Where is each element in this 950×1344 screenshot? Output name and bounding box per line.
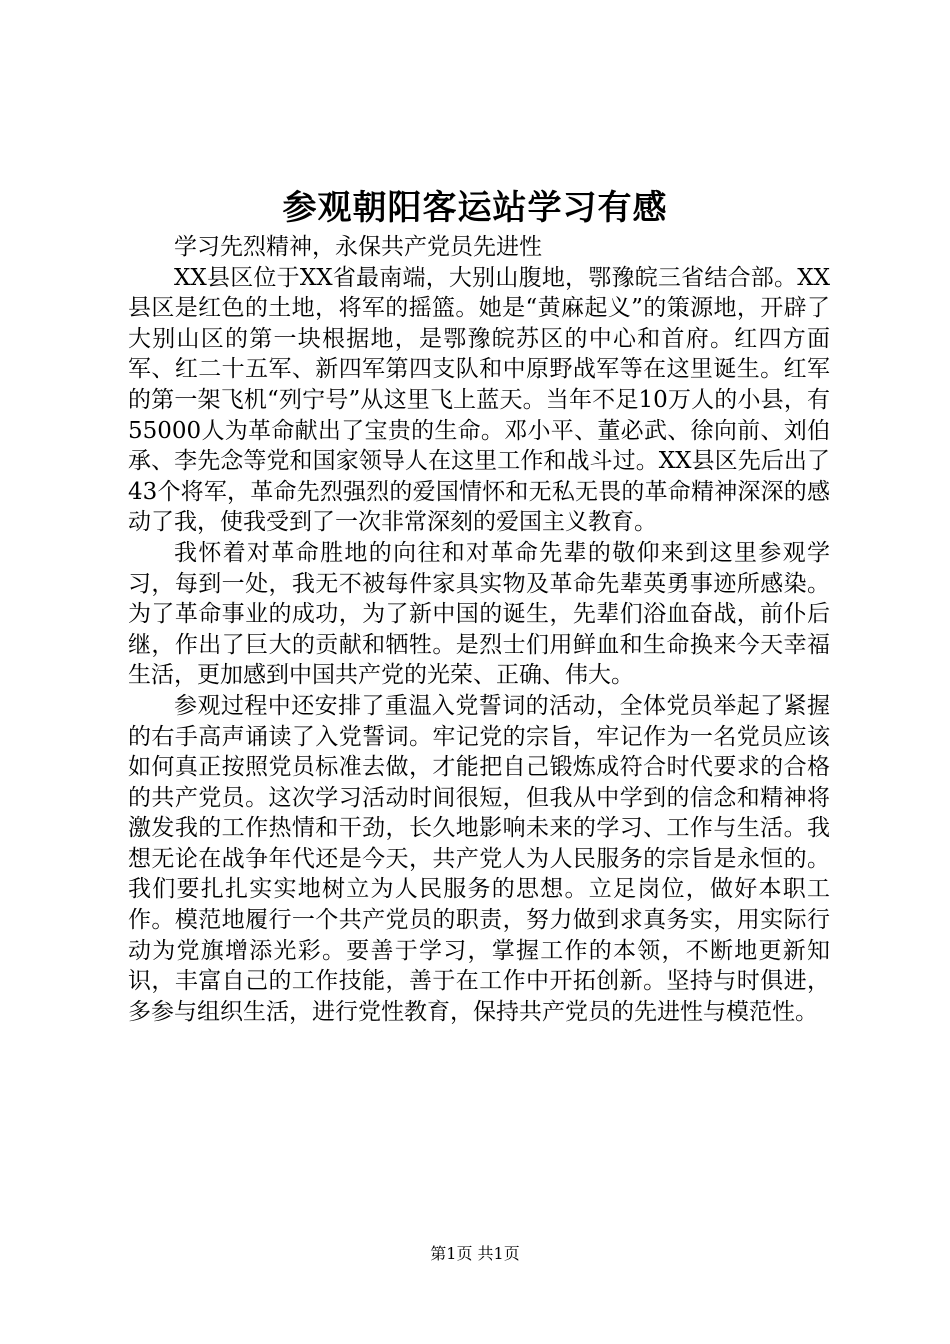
document-subtitle: 学习先烈精神，永保共产党员先进性: [174, 234, 542, 260]
page-footer: 第1页 共1页: [430, 1244, 520, 1263]
document-body: [128, 232, 830, 1027]
paragraph-2: 我怀着对革命胜地的向往和对革命先辈的敬仰来到这里参观学习，每到一处，我无不被每件家具实物及革命先辈英勇事迹所感染。为了革命事业的成功，为了新中国的诞生，先辈们浴血奋战，前仆后继，作出了巨大的贡献和牺牲。是烈士们用鲜血和生命换来今天幸福生活，更加感到中国共产党的光荣、正确、伟大。: [128, 539, 830, 689]
paragraph-1: XX县区位于XX省最南端，大别山腹地，鄂豫皖三省结合部。XX县区是红色的土地，将军的摇篮。她是“黄麻起义”的策源地，开辟了大别山区的第一块根据地，是鄂豫皖苏区的中心和首府。红四方面军、红二十五军、新四军第四支队和中原野战军等在这里诞生。红军的第一架飞机“列宁号”从这里飞上蓝天。当年不足10万人的小县，有55000人为革命献出了宝贵的生命。邓小平、董必武、徐向前、刘伯承、李先念等党和国家领导人在这里工作和战斗过。XX县区先后出了43个将军，革命先烈强烈的爱国情怀和无私无畏的革命精神深深的感动了我，使我受到了一次非常深刻的爱国主义教育。: [128, 264, 830, 536]
document-title: 参观朝阳客运站学习有感: [282, 188, 668, 228]
paragraph-3: 参观过程中还安排了重温入党誓词的活动，全体党员举起了紧握的右手高声诵读了入党誓词。牢记党的宗旨，牢记作为一名党员应该如何真正按照党员标准去做，才能把自己锻炼成符合时代要求的合格的共产党员。这次学习活动时间很短，但我从中学到的信念和精神将激发我的工作热情和干劲，长久地影响未来的学习、工作与生活。我想无论在战争年代还是今天，共产党人为人民服务的宗旨是永恒的。我们要扎扎实实地树立为人民服务的思想。立足岗位，做好本职工作。模范地履行一个共产党员的职责，努力做到求真务实，用实际行动为党旗增添光彩。要善于学习，掌握工作的本领，不断地更新知识，丰富自己的工作技能，善于在工作中开拓创新。坚持与时俱进，多参与组织生活，进行党性教育，保持共产党员的先进性与模范性。: [128, 692, 830, 1025]
